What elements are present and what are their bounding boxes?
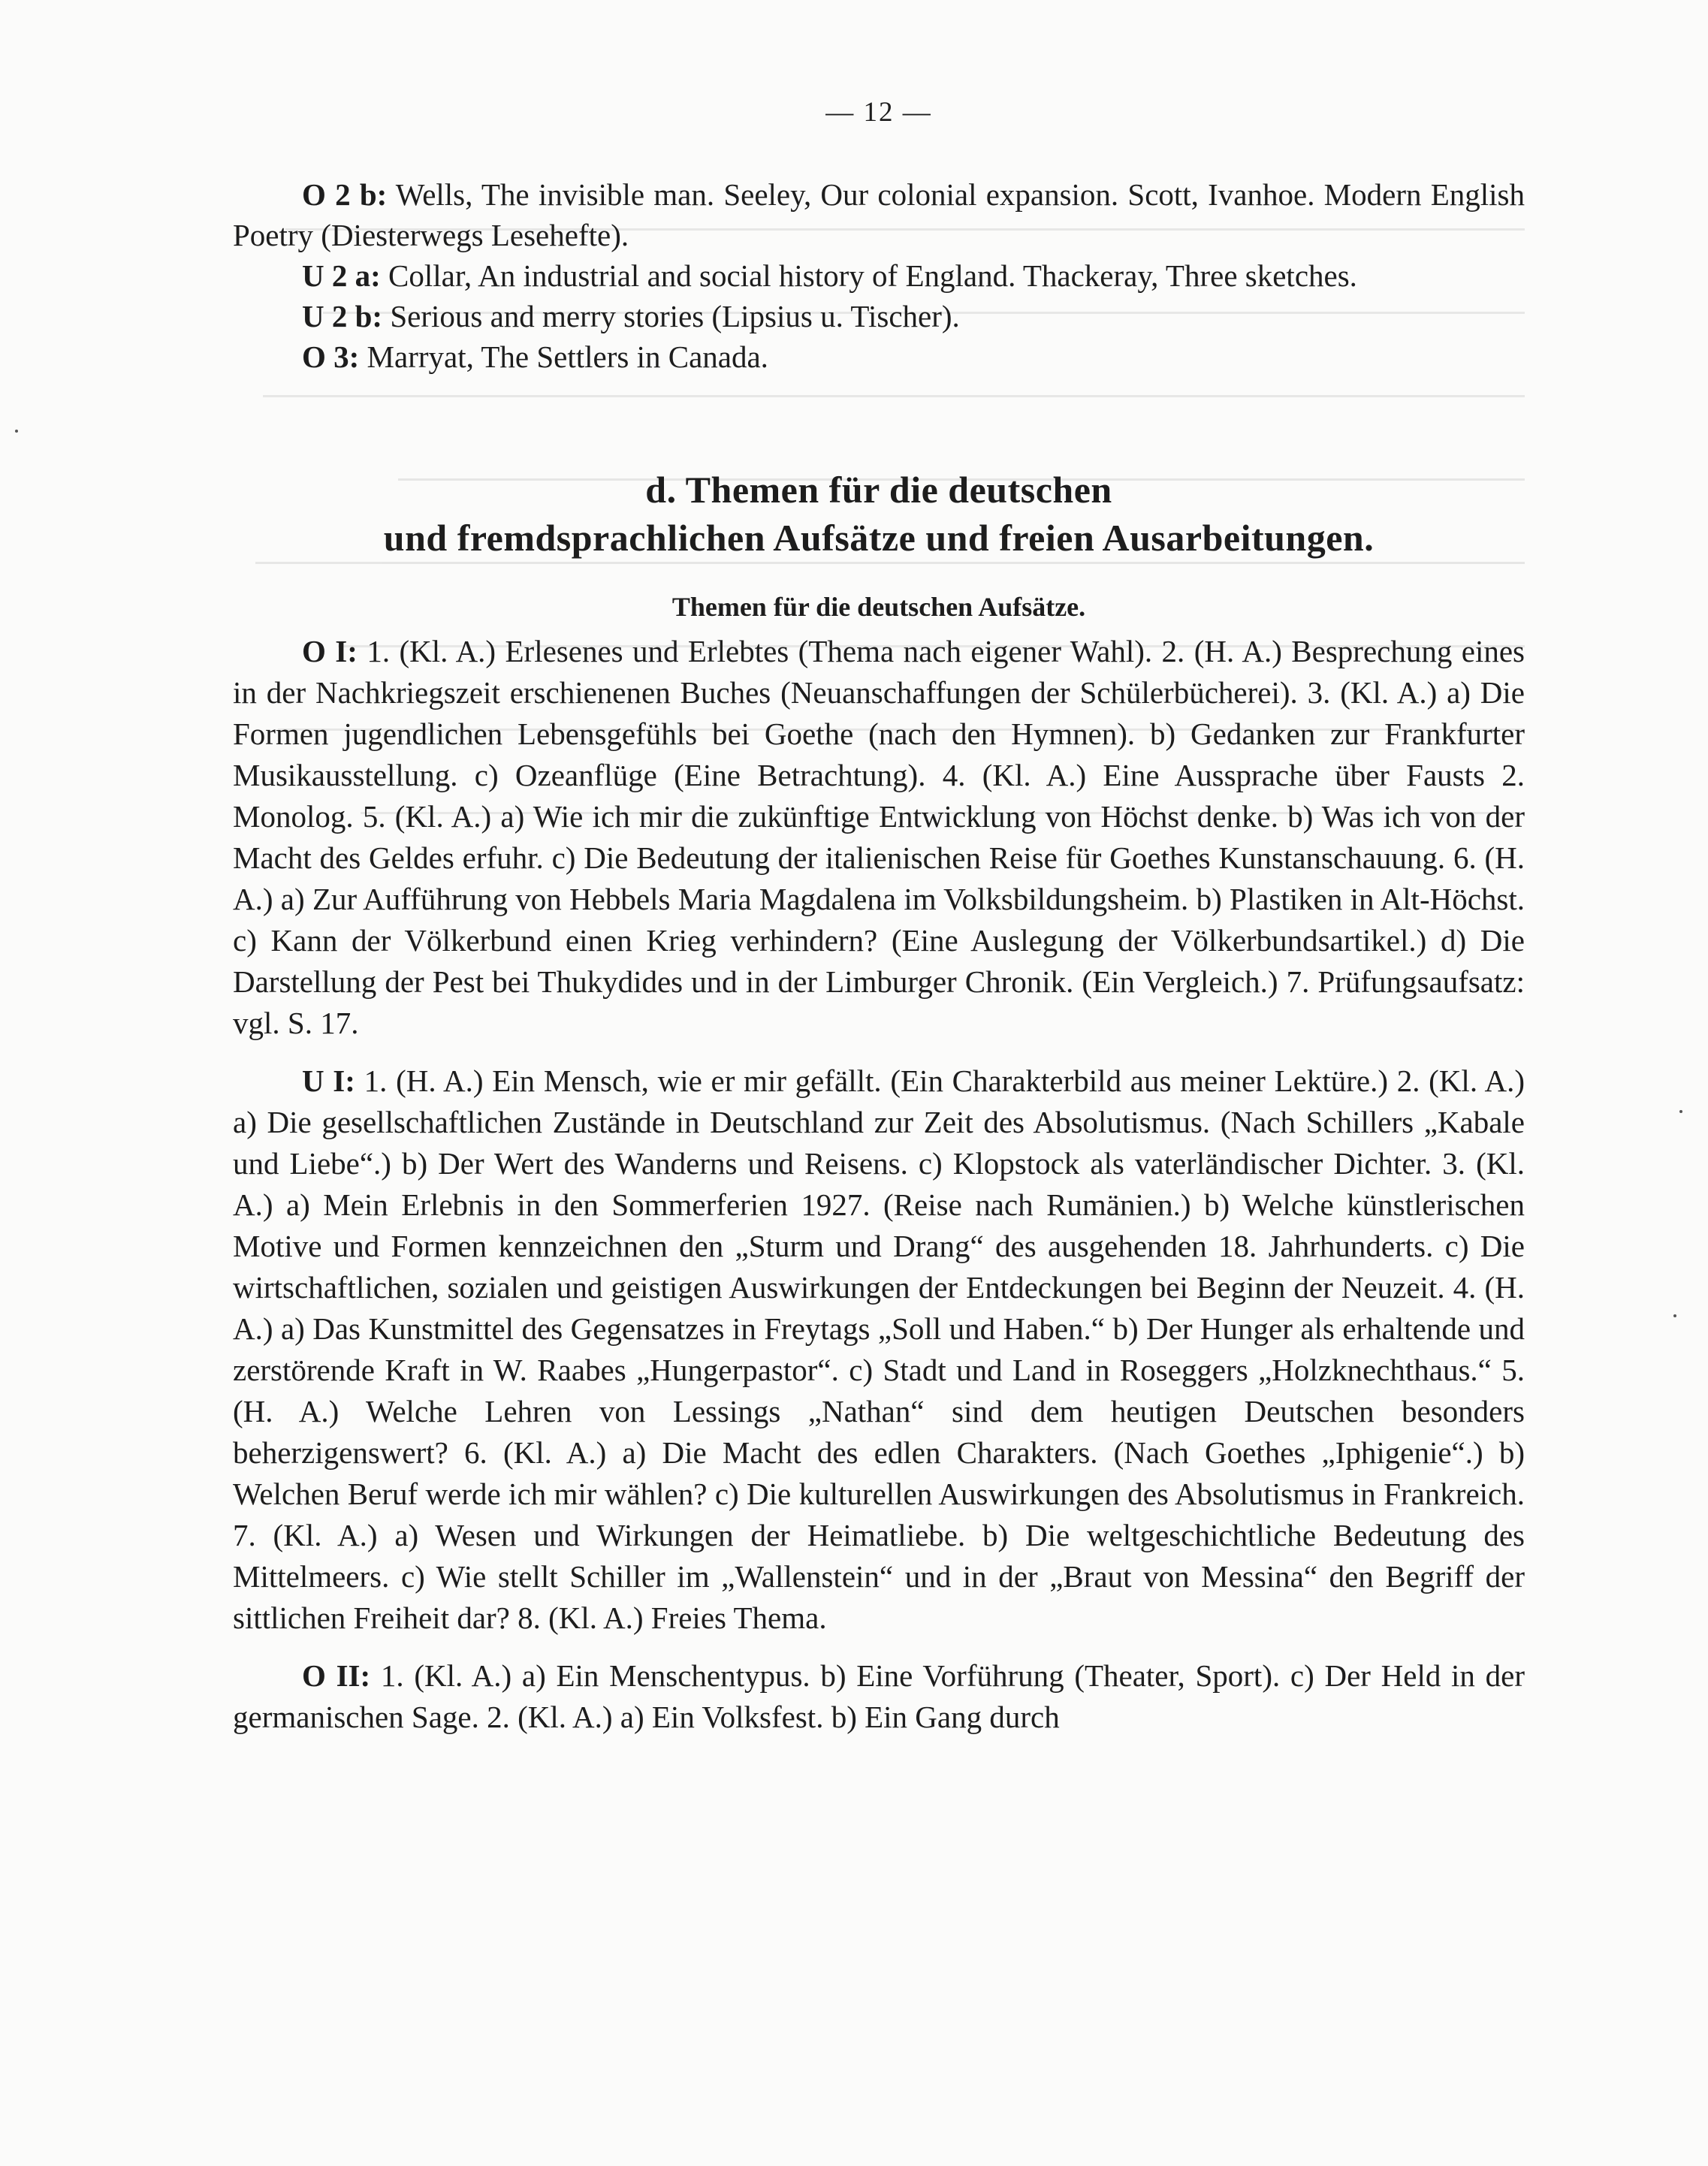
reading-list-entry (233, 174, 1525, 255)
class-label: O I: (302, 634, 358, 668)
section-heading-line-1: d. Themen für die deutschen (645, 469, 1112, 511)
page-number: — 12 — (825, 97, 932, 128)
entry-text: 1. (H. A.) Ein Mensch, wie er mir gefällt. (Ein Charakterbild aus meiner Lektüre.) 2. (Kl. A.) a) Die gesellschaftlichen Zustände in Deutschland zur Zeit des Absolutismus. (Nach Schillers „Kabale und Liebe“.) b) Der Wert des Wanderns und Reisens. c) Klopstock als vaterländischer Dichter. 3. (Kl. A.) a) Mein Erlebnis in den Sommerferien 1927. (Reise nach Rumänien.) b) Welche künstlerischen Motive und Formen kennzeichnen den „Sturm und Drang“ des ausgehenden 18. Jahrhunderts. c) Die wirtschaftlichen, sozialen und geistigen Auswirkungen der Entdeckungen bei Beginn der Neuzeit. 4. (H. A.) a) Das Kunstmittel des Gegensatzes in Freytags „Soll und Haben.“ b) Der Hunger als erhaltende und zerstörende Kraft in W. Raabes „Hungerpastor“. c) Stadt und Land in Roseggers „Holzknechthaus.“ 5. (H. A.) Welche Lehren von Lessings „Nathan“ sind dem heutigen Deutschen besonders beherzigenswert? 6. (Kl. A.) a) Die Macht des edlen Charakters. (Nach Goethes „Iphigenie“.) b) Welchen Beruf werde ich mir wählen? c) Die kulturellen Auswirkungen des Absolutismus in Frankreich. 7. (Kl. A.) a) Wesen und Wirkungen der Heimatliebe. b) Die weltgeschichtliche Bedeutung des Mittelmeers. c) Wie stellt Schiller im „Wallenstein“ und in der „Braut von Messina“ den Begriff der sittlichen Freiheit dar? 8. (Kl. A.) Freies Thema. (233, 1063, 1525, 1635)
class-label: U 2 b: (302, 299, 383, 333)
entry-text: 1. (Kl. A.) Erlesenes und Erlebtes (Thema nach eigener Wahl). 2. (H. A.) Besprechung eines in der Nachkriegszeit erschienenen Buches (Neuanschaffungen der Schülerbücherei). 3. (Kl. A.) a) Die Formen jugendlichen Lebensgefühls bei Goethe (nach den Hymnen). b) Gedanken zur Frankfurter Musikausstellung. c) Ozeanflüge (Eine Betrachtung). 4. (Kl. A.) Eine Aussprache über Fausts 2. Monolog. 5. (Kl. A.) a) Wie ich mir die zukünftige Entwicklung von Höchst denke. b) Was ich von der Macht des Geldes erfuhr. c) Die Bedeutung der italienischen Reise für Goethes Kunstanschauung. 6. (H. A.) a) Zur Aufführung von Hebbels Maria Magdalena im Volksbildungsheim. b) Plastiken in Alt-Höchst. c) Kann der Völkerbund einen Krieg verhindern? (Eine Auslegung der Völkerbundsartikel.) d) Die Darstellung der Pest bei Thukydides und in der Limburger Chronik. (Ein Vergleich.) 7. Prüfungsaufsatz: vgl. S. 17. (233, 634, 1525, 1040)
essay-topic-entry (233, 631, 1525, 1044)
entry-text: Serious and merry stories (Lipsius u. Tischer). (390, 299, 960, 333)
entry-text: Collar, An industrial and social history of England. Thackeray, Three sketches. (388, 258, 1357, 293)
class-label: O 2 b: (302, 177, 388, 212)
essay-topics (233, 631, 1525, 1738)
class-label: U 2 a: (302, 258, 381, 293)
entry-text: Marryat, The Settlers in Canada. (367, 339, 768, 374)
reading-list (233, 174, 1525, 377)
section-heading-line-2: und fremdsprachlichen Aufsätze und freien Ausarbeitungen. (383, 517, 1375, 559)
class-label: O 3: (302, 339, 360, 374)
entry-text: 1. (Kl. A.) a) Ein Menschentypus. b) Eine Vorführung (Theater, Sport). c) Der Held in der germanischen Sage. 2. (Kl. A.) a) Ein Volksfest. b) Ein Gang durch (233, 1658, 1525, 1734)
paper-speck (1673, 1314, 1676, 1317)
class-label: O II: (302, 1658, 371, 1693)
reading-list-entry (233, 296, 1525, 336)
reading-list-entry (233, 255, 1525, 296)
sub-heading: Themen für die deutschen Aufsätze. (671, 592, 1086, 622)
class-label: U I: (302, 1063, 355, 1098)
reading-list-entry (233, 336, 1525, 377)
section-heading (233, 466, 1525, 562)
essay-topic-entry (233, 1060, 1525, 1639)
paper-speck (1679, 1110, 1682, 1113)
paper-speck (15, 430, 18, 433)
essay-topic-entry (233, 1655, 1525, 1738)
entry-text: Wells, The invisible man. Seeley, Our colonial expansion. Scott, Ivanhoe. Modern English Poetry (Diesterwegs Lesehefte). (233, 177, 1525, 252)
